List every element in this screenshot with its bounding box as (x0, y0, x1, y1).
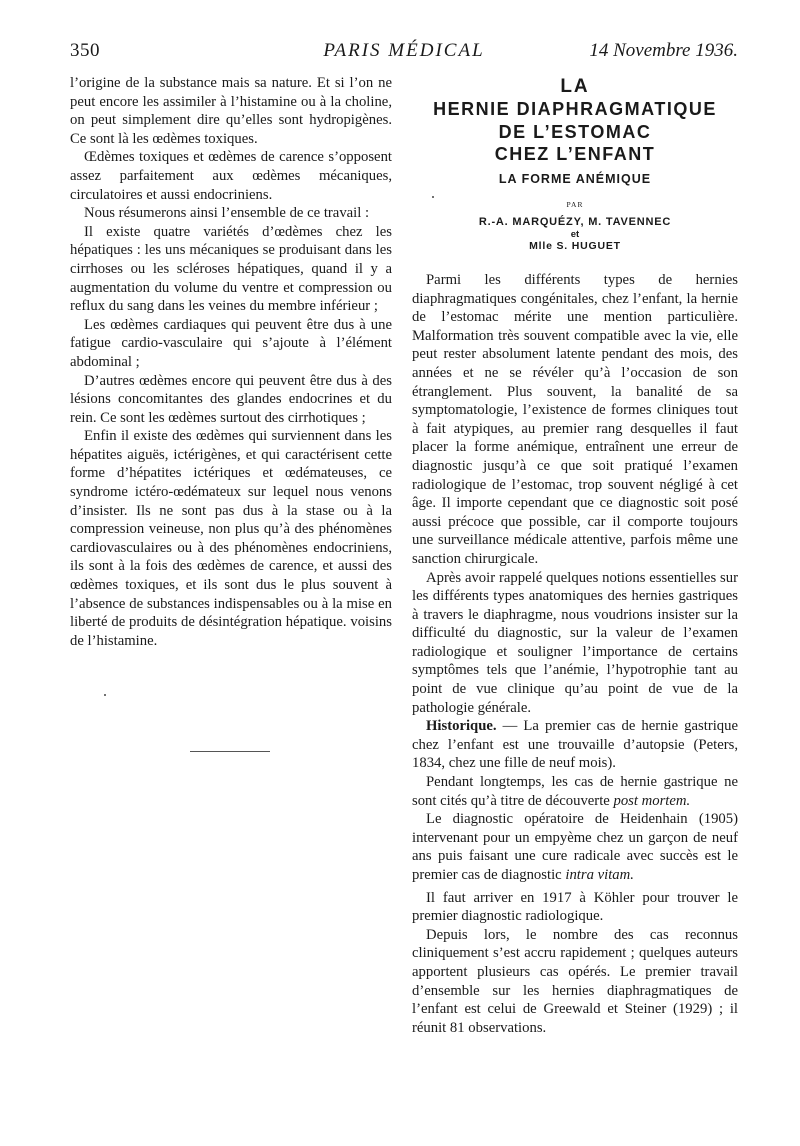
article-heading (412, 76, 738, 253)
article-title-line-3: DE L’ESTOMAC (498, 121, 652, 142)
issue-date: 14 Novembre 1936. (589, 40, 738, 61)
paragraph-italic: post mortem. (613, 792, 691, 809)
left-paragraph-4: Il existe quatre variétés d’œdèmes chez les hépatiques : les uns mécaniques se produisant dans les cirrhoses ou les scléroses hépatiques, quand il y a augmentation du volume du ventre et compression ou reflux du sang dans les veines du membre inférieur ; (70, 223, 392, 315)
right-paragraph-6: Il faut arriver en 1917 à Köhler pour trouver le premier diagnostic radiologique. (412, 889, 738, 925)
right-paragraph-1: Parmi les différents types de hernies diaphragmatiques congénitales, chez l’enfant, la hernie de l’estomac mérite une mention particulière. Malformation très souvent compatible avec la vie, elle peut rester absolument latente pendant des mois, des années et ne se révéler qu’à l’occasion de son étranglement. Plus souvent, la banalité de sa symptomatologie, l’existence de formes cliniques tout à fait atypiques, au premier rang desquelles il faut placer la forme anémique, entraînent une erreur de diagnostic jusqu’à ce que soit pratiqué l’examen radiologique de l’estomac, trop souvent négligé à cet âge. Il importe cependant que ce diagnostic soit posé aussi précoce que possible, car il comporte toujours une surveillance médicale attentive, parfois même une sanction chirurgicale. (412, 272, 738, 567)
page-header (70, 40, 738, 68)
left-paragraph-3: Nous résumerons ainsi l’ensemble de ce travail : (84, 205, 370, 222)
authors-conjunction: et (570, 228, 580, 240)
right-paragraph-7: Depuis lors, le nombre des cas reconnus cliniquement s’est accru rapidement ; quelques auteurs apportent plusieurs cas opérés. Le premier travail d’ensemble sur les hernies diaphragmatiques de l’enfant est celui de Greewald et Steiner (1929) ; il réunit 81 observations. (412, 926, 738, 1036)
article-title-line-4: CHEZ L’ENFANT (494, 144, 656, 164)
paragraph-italic: intra vitam. (565, 867, 634, 883)
historique-text: — La premier cas de hernie gastrique chez l’enfant est une trouvaille d’autopsie (Peters, 1834, chez une fille de neuf mois). (412, 718, 738, 772)
right-column (412, 271, 738, 1037)
left-paragraph-1: l’origine de la substance mais sa nature. Et si l’on ne peut encore les assimiler à l’histamine ou à la choline, on peut simplement dire qu’elles sont hydropigènes. Ce sont là les œdèmes toxiques. (70, 75, 392, 147)
right-paragraph-2: Après avoir rappelé quelques notions essentielles sur les différents types anatomiques des hernies gastriques à travers le diaphragme, nous voudrions insister sur la difficulté du diagnostic, sur la valeur de l’examen radiologique et souligner l’importance de certains symptômes tels que l’anémie, l’hypotrophie tant au point de vue clinique qu’au point de vue de la pathologie générale. (412, 569, 738, 716)
left-column (70, 74, 392, 650)
authors: R.-A. MARQUÉZY, M. TAVENNEC (478, 215, 672, 228)
article-title-line-2: HERNIE DIAPHRAGMATIQUE (433, 99, 717, 119)
right-paragraph-historique (412, 717, 738, 773)
article-title-line-1: LA (560, 76, 590, 97)
left-paragraph-5: Les œdèmes cardiaques qui peuvent être dus à une fatigue cardio-vasculaire qui s’ajoute à l’élément abdominal ; (70, 316, 392, 370)
page-number: 350 (70, 40, 100, 61)
left-paragraph-6: D’autres œdèmes encore qui peuvent être dus à des lésions concomitantes des glandes endocrines et du rein. Ce sont les œdèmes surtout des cirrhotiques ; (70, 372, 392, 426)
journal-title: PARIS MÉDICAL (323, 40, 485, 61)
left-paragraph-7: Enfin il existe des œdèmes qui surviennent dans les hépatites aiguës, ictérigènes, et qui caractérisent cette forme d’hépatites ictériques et œdémateuses, ce syndrome ictéro-œdémateux sur lequel nous venons d’insister. Ils ne sont pas dus à la stase ou à la compression veineuse, non plus qu’à des phénomènes cardiovasculaires ou à des phénomènes endocriniens, ils sont à la fois des œdèmes de carence, et aussi des œdèmes toxiques, et ils sont dus le plus souvent à l’absence de substances indispensables ou à la mise en liberté de produits de désintégration hépatique. voisins de l’histamine. (70, 428, 392, 649)
paragraph-text: Pendant longtemps, les cas de hernie gastrique ne sont cités qu’à titre de découverte (412, 774, 738, 809)
right-paragraph-4 (412, 773, 738, 810)
print-speck (104, 694, 106, 696)
left-paragraph-2: Œdèmes toxiques et œdèmes de carence s’opposent assez parfaitement aux œdèmes mécaniques, circulatoires et aussi endocriniens. (70, 149, 392, 203)
section-divider (190, 751, 270, 752)
right-paragraph-5 (412, 810, 738, 884)
historique-label: Historique. (426, 718, 497, 735)
byline-par: PAR (566, 199, 584, 209)
article-subtitle: LA FORME ANÉMIQUE (498, 171, 652, 186)
authors-second-line: Mlle S. HUGUET (529, 239, 621, 252)
paragraph-text: Le diagnostic opératoire de Heidenhain (1905) intervenant pour un empyème chez un garçon de neuf ans puis faisant une cure radicale avec succès est le premier cas de diagnostic (412, 811, 738, 883)
